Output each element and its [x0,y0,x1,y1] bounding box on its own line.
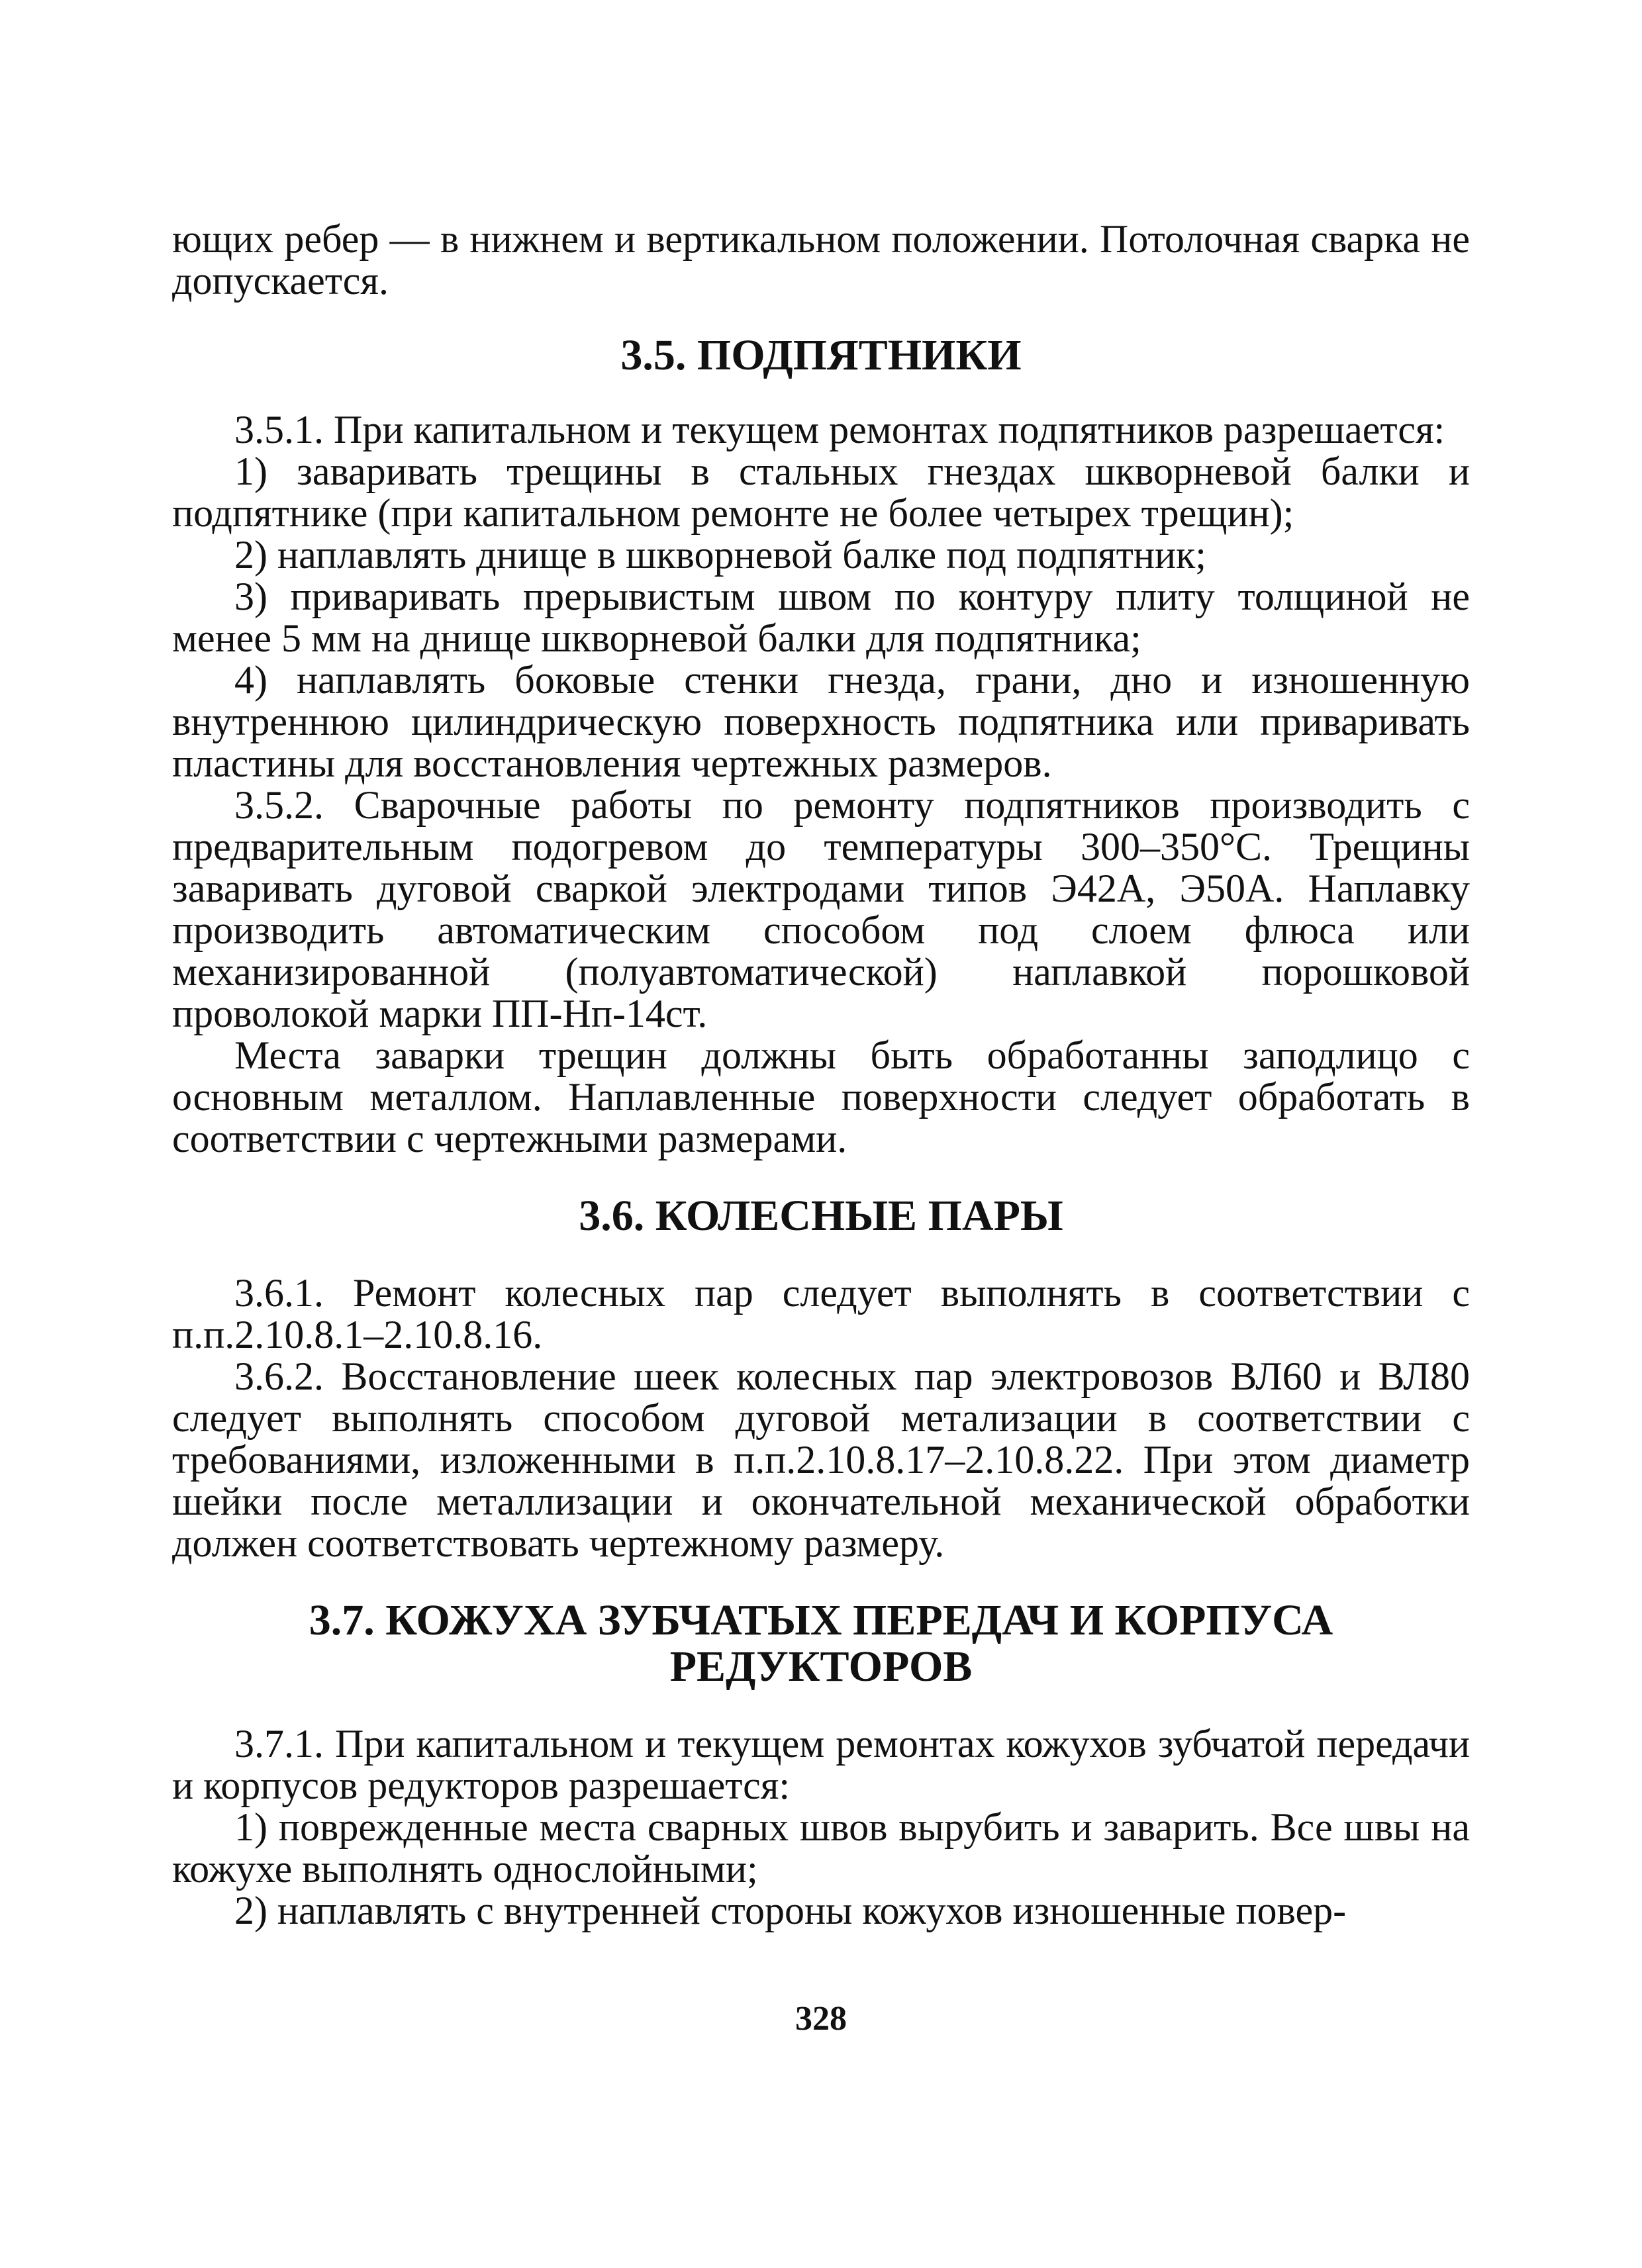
list-item-3-5-1-1: 1) заваривать трещины в стальных гнездах шкворневой балки и подпятнике (при капитальном ремонте не более четырех трещин); [172,449,1470,535]
paragraph-3-6-2: 3.6.2. Восстановление шеек колесных пар электровозов ВЛ60 и ВЛ80 следует выполнять способом дуговой метализации в соответствии с требованиями, изложенными в п.п.2.10.8.17–2.10.8.22. При этом диаметр шейки после металлизации и окончательной механической обработки должен соответствовать чертежному размеру. [172,1354,1470,1565]
section-heading-3-5: 3.5. ПОДПЯТНИКИ [620,331,1022,379]
paragraph-3-6-1: 3.6.1. Ремонт колесных пар следует выполнять в соответствии с п.п.2.10.8.1–2.10.8.16. [172,1271,1470,1356]
page-number: 328 [795,2000,847,2038]
section-heading-3-6: 3.6. КОЛЕСНЫЕ ПАРЫ [579,1192,1063,1240]
paragraph-3-7-1: 3.7.1. При капитальном и текущем ремонтах кожухов зубчатой передачи и корпусов редукторов разрешается: [172,1722,1470,1807]
section-heading-3-7: 3.7. КОЖУХА ЗУБЧАТЫХ ПЕРЕДАЧ И КОРПУСА РЕДУКТОРОВ [309,1596,1333,1691]
list-item-3-7-1-2: 2) наплавлять с внутренней стороны кожухов изношенные повер- [234,1889,1347,1932]
list-item-3-7-1-1: 1) поврежденные места сварных швов вырубить и заварить. Все швы на кожухе выполнять однослойными; [172,1805,1470,1891]
paragraph-3-5-1: 3.5.1. При капитальном и текущем ремонтах подпятников разрешается: [234,408,1445,451]
list-item-3-5-1-3: 3) приваривать прерывистым швом по контуру плиту толщиной не менее 5 мм на днище шкворневой балки для подпятника; [172,575,1470,660]
paragraph-3-5-2-cont: Места заварки трещин должны быть обработанны заподлицо с основным металлом. Наплавленные поверхности следует обработать в соответствии с чертежными размерами. [172,1033,1470,1160]
page-body [172,218,1470,1932]
paragraph-3-5-2: 3.5.2. Сварочные работы по ремонту подпятников производить с предварительным подогревом до температуры 300–350°С. Трещины заваривать дуговой сваркой электродами типов Э42А, Э50А. Наплавку производить автоматическим способом под слоем флюса или механизированной (полуавтоматической) наплавкой порошковой проволокой марки ПП-Нп-14ст. [172,783,1470,1035]
intro-paragraph: ющих ребер — в нижнем и вертикальном положении. Потолочная сварка не допускается. [172,217,1470,303]
list-item-3-5-1-4: 4) наплавлять боковые стенки гнезда, грани, дно и изношенную внутреннюю цилиндрическую поверхность подпятника или приваривать пластины для восстановления чертежных размеров. [172,658,1470,785]
list-item-3-5-1-2: 2) наплавлять днище в шкворневой балке под подпятник; [234,533,1206,577]
